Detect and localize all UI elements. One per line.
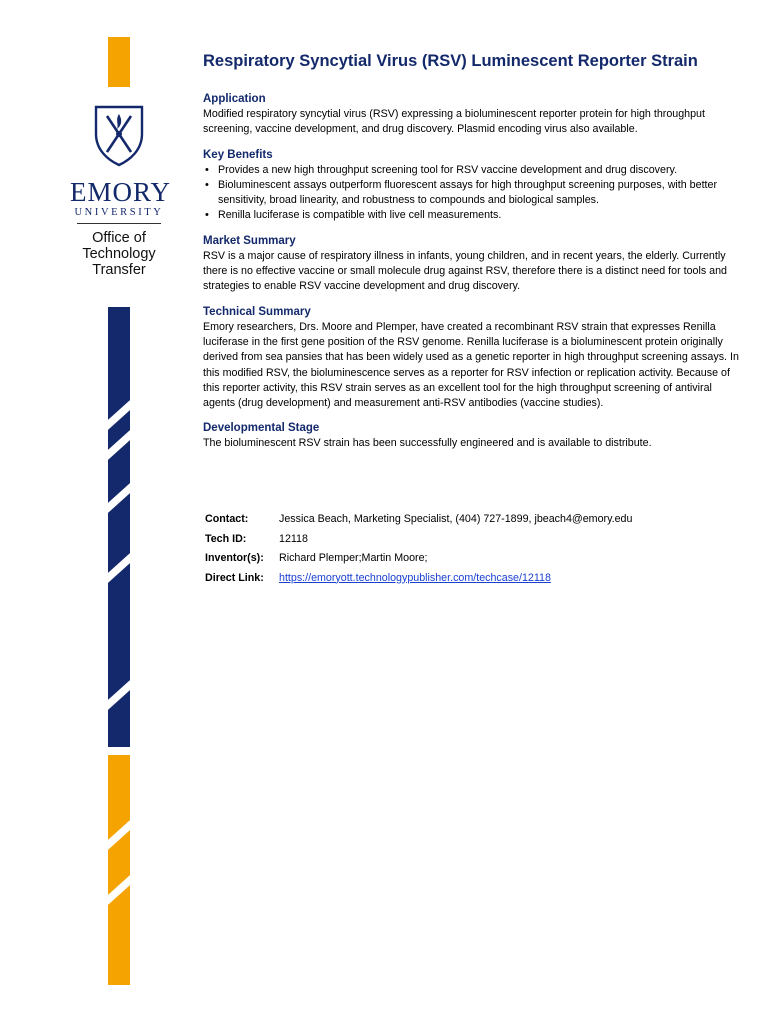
contact-row — [205, 512, 632, 527]
direct-link-row — [205, 571, 632, 586]
techid-row — [205, 532, 632, 547]
benefits-heading: Key Benefits — [203, 148, 273, 161]
technical-heading: Technical Summary — [203, 305, 311, 318]
market-heading: Market Summary — [203, 234, 296, 247]
gold-band-top — [108, 37, 130, 87]
contact-label: Contact: — [205, 513, 249, 525]
technical-section — [203, 305, 743, 412]
techid-label: Tech ID: — [205, 532, 247, 545]
application-text: Modified respiratory syncytial virus (RSV) expressing a bioluminescent reporter protein for high throughput screening, vaccine development, and drug discovery. Plasmid encoding virus also available. — [203, 108, 705, 136]
main-content — [203, 92, 743, 462]
page-title: Respiratory Syncytial Virus (RSV) Luminescent Reporter Strain — [203, 52, 698, 70]
contact-value: Jessica Beach, Marketing Specialist, (404) 727-1899, jbeach4@emory.edu — [279, 513, 633, 525]
office-line-2: Technology — [82, 246, 156, 262]
benefit-item: • Renilla luciferase is compatible with live cell measurements. — [203, 208, 743, 223]
office-line-1: Office of — [92, 230, 146, 246]
market-text: RSV is a major cause of respiratory illness in infants, young children, and in recent years, the elderly. Currently there is no effective vaccine or small molecule drug against RSV, therefore there is a distinct need for tools and strategies to enable RSV vaccine development and drug discovery. — [203, 249, 727, 293]
benefit-item: • Bioluminescent assays outperform fluorescent assays for high throughput screening purposes, with better sensitivity, broad linearity, and robustness to compounds and biological samples. — [203, 178, 743, 209]
office-name — [70, 230, 168, 278]
stage-text: The bioluminescent RSV strain has been successfully engineered and is available to distribute. — [203, 437, 652, 450]
contact-block — [205, 512, 632, 590]
office-line-3: Transfer — [92, 262, 146, 278]
application-section — [203, 92, 743, 138]
direct-link[interactable]: https://emoryott.technologypublisher.com/techcase/12118 — [279, 571, 551, 584]
techid-value: 12118 — [279, 532, 308, 545]
gold-band-bottom — [108, 755, 130, 985]
navy-band — [108, 307, 130, 747]
stage-section — [203, 421, 743, 451]
market-section — [203, 234, 743, 295]
inventors-value: Richard Plemper;Martin Moore; — [279, 552, 428, 564]
logo-main-text: EMORY — [70, 177, 172, 207]
emory-logo — [70, 177, 172, 219]
direct-link-wrapper — [279, 571, 551, 586]
emory-crest-icon — [92, 104, 146, 168]
benefits-section — [203, 148, 743, 224]
benefit-item: • Provides a new high throughput screening tool for RSV vaccine development and drug discovery. — [203, 163, 743, 178]
stage-heading: Developmental Stage — [203, 422, 320, 435]
inventors-label: Inventor(s): — [205, 552, 264, 564]
application-heading: Application — [203, 93, 266, 105]
inventors-row — [205, 551, 632, 566]
logo-sub-text: UNIVERSITY — [74, 207, 164, 218]
technical-text: Emory researchers, Drs. Moore and Plemper, have created a recombinant RSV strain that expresses Renilla luciferase in the first gene position of the RSV genome. Renilla luciferase is a bioluminescent protein originally derived from sea pansies that has been widely used as a genetic reporter in high throughput screening assays. In this modified RSV, the bioluminescence serves as a reporter for RSV infection or replication activity. Because of this reporter activity, this RSV strain serves as an excellent tool for the high throughput screening of antiviral agents (drug development) and measurement anti-RSV antibodies (vaccine studies). — [203, 320, 739, 410]
direct-link-label: Direct Link: — [205, 571, 264, 584]
benefits-list — [203, 163, 743, 224]
logo-divider — [77, 223, 161, 224]
